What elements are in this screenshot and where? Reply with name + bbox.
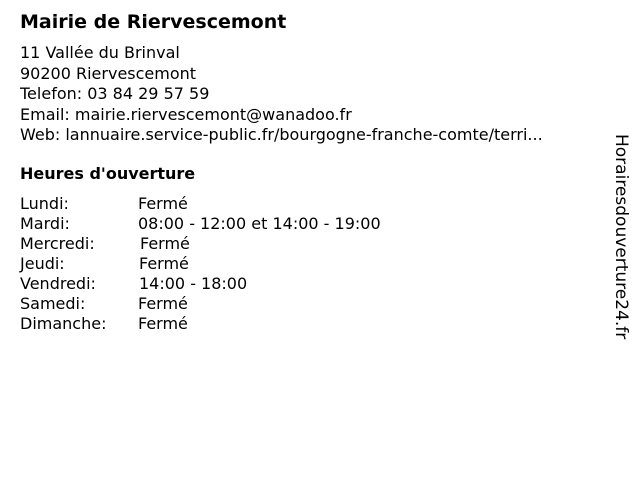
address-street: 11 Vallée du Brinval xyxy=(20,43,180,62)
hours-heading: Heures d'ouverture xyxy=(20,164,196,183)
phone-line: Telefon: 03 84 29 57 59 xyxy=(20,84,210,103)
contact-block xyxy=(20,43,543,146)
day-hours: Fermé xyxy=(140,234,190,253)
day-hours: Fermé xyxy=(138,194,188,213)
day-label: Lundi: xyxy=(20,194,69,213)
web-line: Web: lannuaire.service-public.fr/bourgogne-franche-comte/terri... xyxy=(20,125,543,144)
day-label: Mercredi: xyxy=(20,234,95,253)
brand-watermark: Horairesdouverture24.fr xyxy=(611,134,631,340)
day-label: Dimanche: xyxy=(20,314,107,333)
day-label: Mardi: xyxy=(20,214,70,233)
day-hours: Fermé xyxy=(138,314,188,333)
address-city: 90200 Riervescemont xyxy=(20,63,197,83)
page-title: Mairie de Riervescemont xyxy=(20,11,287,33)
day-hours: Fermé xyxy=(139,254,189,273)
day-hours: Fermé xyxy=(138,294,188,313)
day-hours: 08:00 - 12:00 et 14:00 - 19:00 xyxy=(138,214,381,233)
day-hours: 14:00 - 18:00 xyxy=(139,274,248,293)
day-label: Samedi: xyxy=(20,294,86,313)
email-line: Email: mairie.riervescemont@wanadoo.fr xyxy=(20,104,352,124)
day-label: Jeudi: xyxy=(20,254,65,273)
day-label: Vendredi: xyxy=(20,274,96,293)
